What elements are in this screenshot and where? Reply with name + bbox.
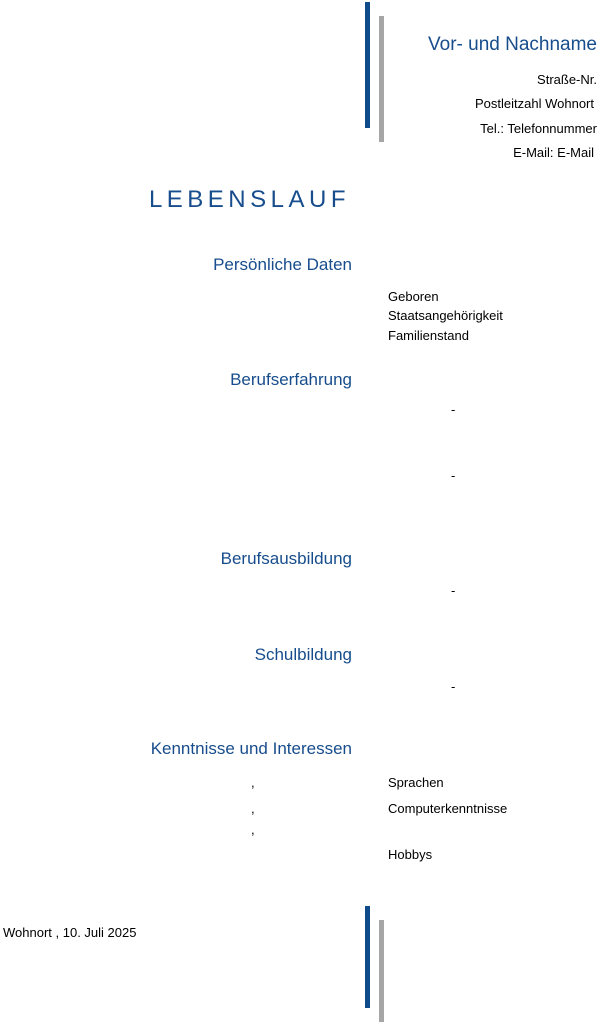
email: E-Mail: E-Mail	[513, 145, 594, 160]
place-and-date: Wohnort , 10. Juli 2025	[3, 925, 137, 940]
skills-comma-2: ,	[251, 801, 255, 816]
skills-hobbies: Hobbys	[388, 847, 433, 862]
accent-bar-gray-top	[379, 16, 384, 142]
accent-bar-gray-bottom	[379, 920, 384, 1022]
training-dash-1: -	[451, 583, 456, 598]
section-heading-experience: Berufserfahrung	[230, 370, 352, 389]
field-born: Geboren	[388, 289, 439, 304]
skills-comma-3: ,	[251, 822, 255, 837]
phone: Tel.: Telefonnummer	[480, 121, 597, 136]
field-marital: Familienstand	[388, 328, 469, 343]
skills-languages: Sprachen	[388, 775, 444, 790]
section-heading-personal: Persönliche Daten	[213, 255, 352, 274]
page-title: LEBENSLAUF	[148, 186, 350, 213]
applicant-name: Vor- und Nachname	[428, 34, 597, 55]
postal-city: Postleitzahl Wohnort	[475, 96, 594, 111]
accent-bar-blue-top	[365, 2, 370, 128]
school-dash-1: -	[451, 679, 456, 694]
section-heading-school: Schulbildung	[254, 645, 352, 664]
skills-computer: Computerkenntnisse	[388, 801, 508, 816]
street-address: Straße-Nr.	[537, 72, 597, 87]
accent-bar-blue-bottom	[365, 906, 370, 1008]
skills-comma-1: ,	[251, 775, 255, 790]
section-heading-training: Berufsausbildung	[220, 549, 352, 568]
field-nationality: Staatsangehörigkeit	[388, 308, 503, 323]
experience-dash-2: -	[451, 468, 456, 483]
experience-dash-1: -	[451, 402, 456, 417]
section-heading-skills: Kenntnisse und Interessen	[150, 739, 352, 758]
